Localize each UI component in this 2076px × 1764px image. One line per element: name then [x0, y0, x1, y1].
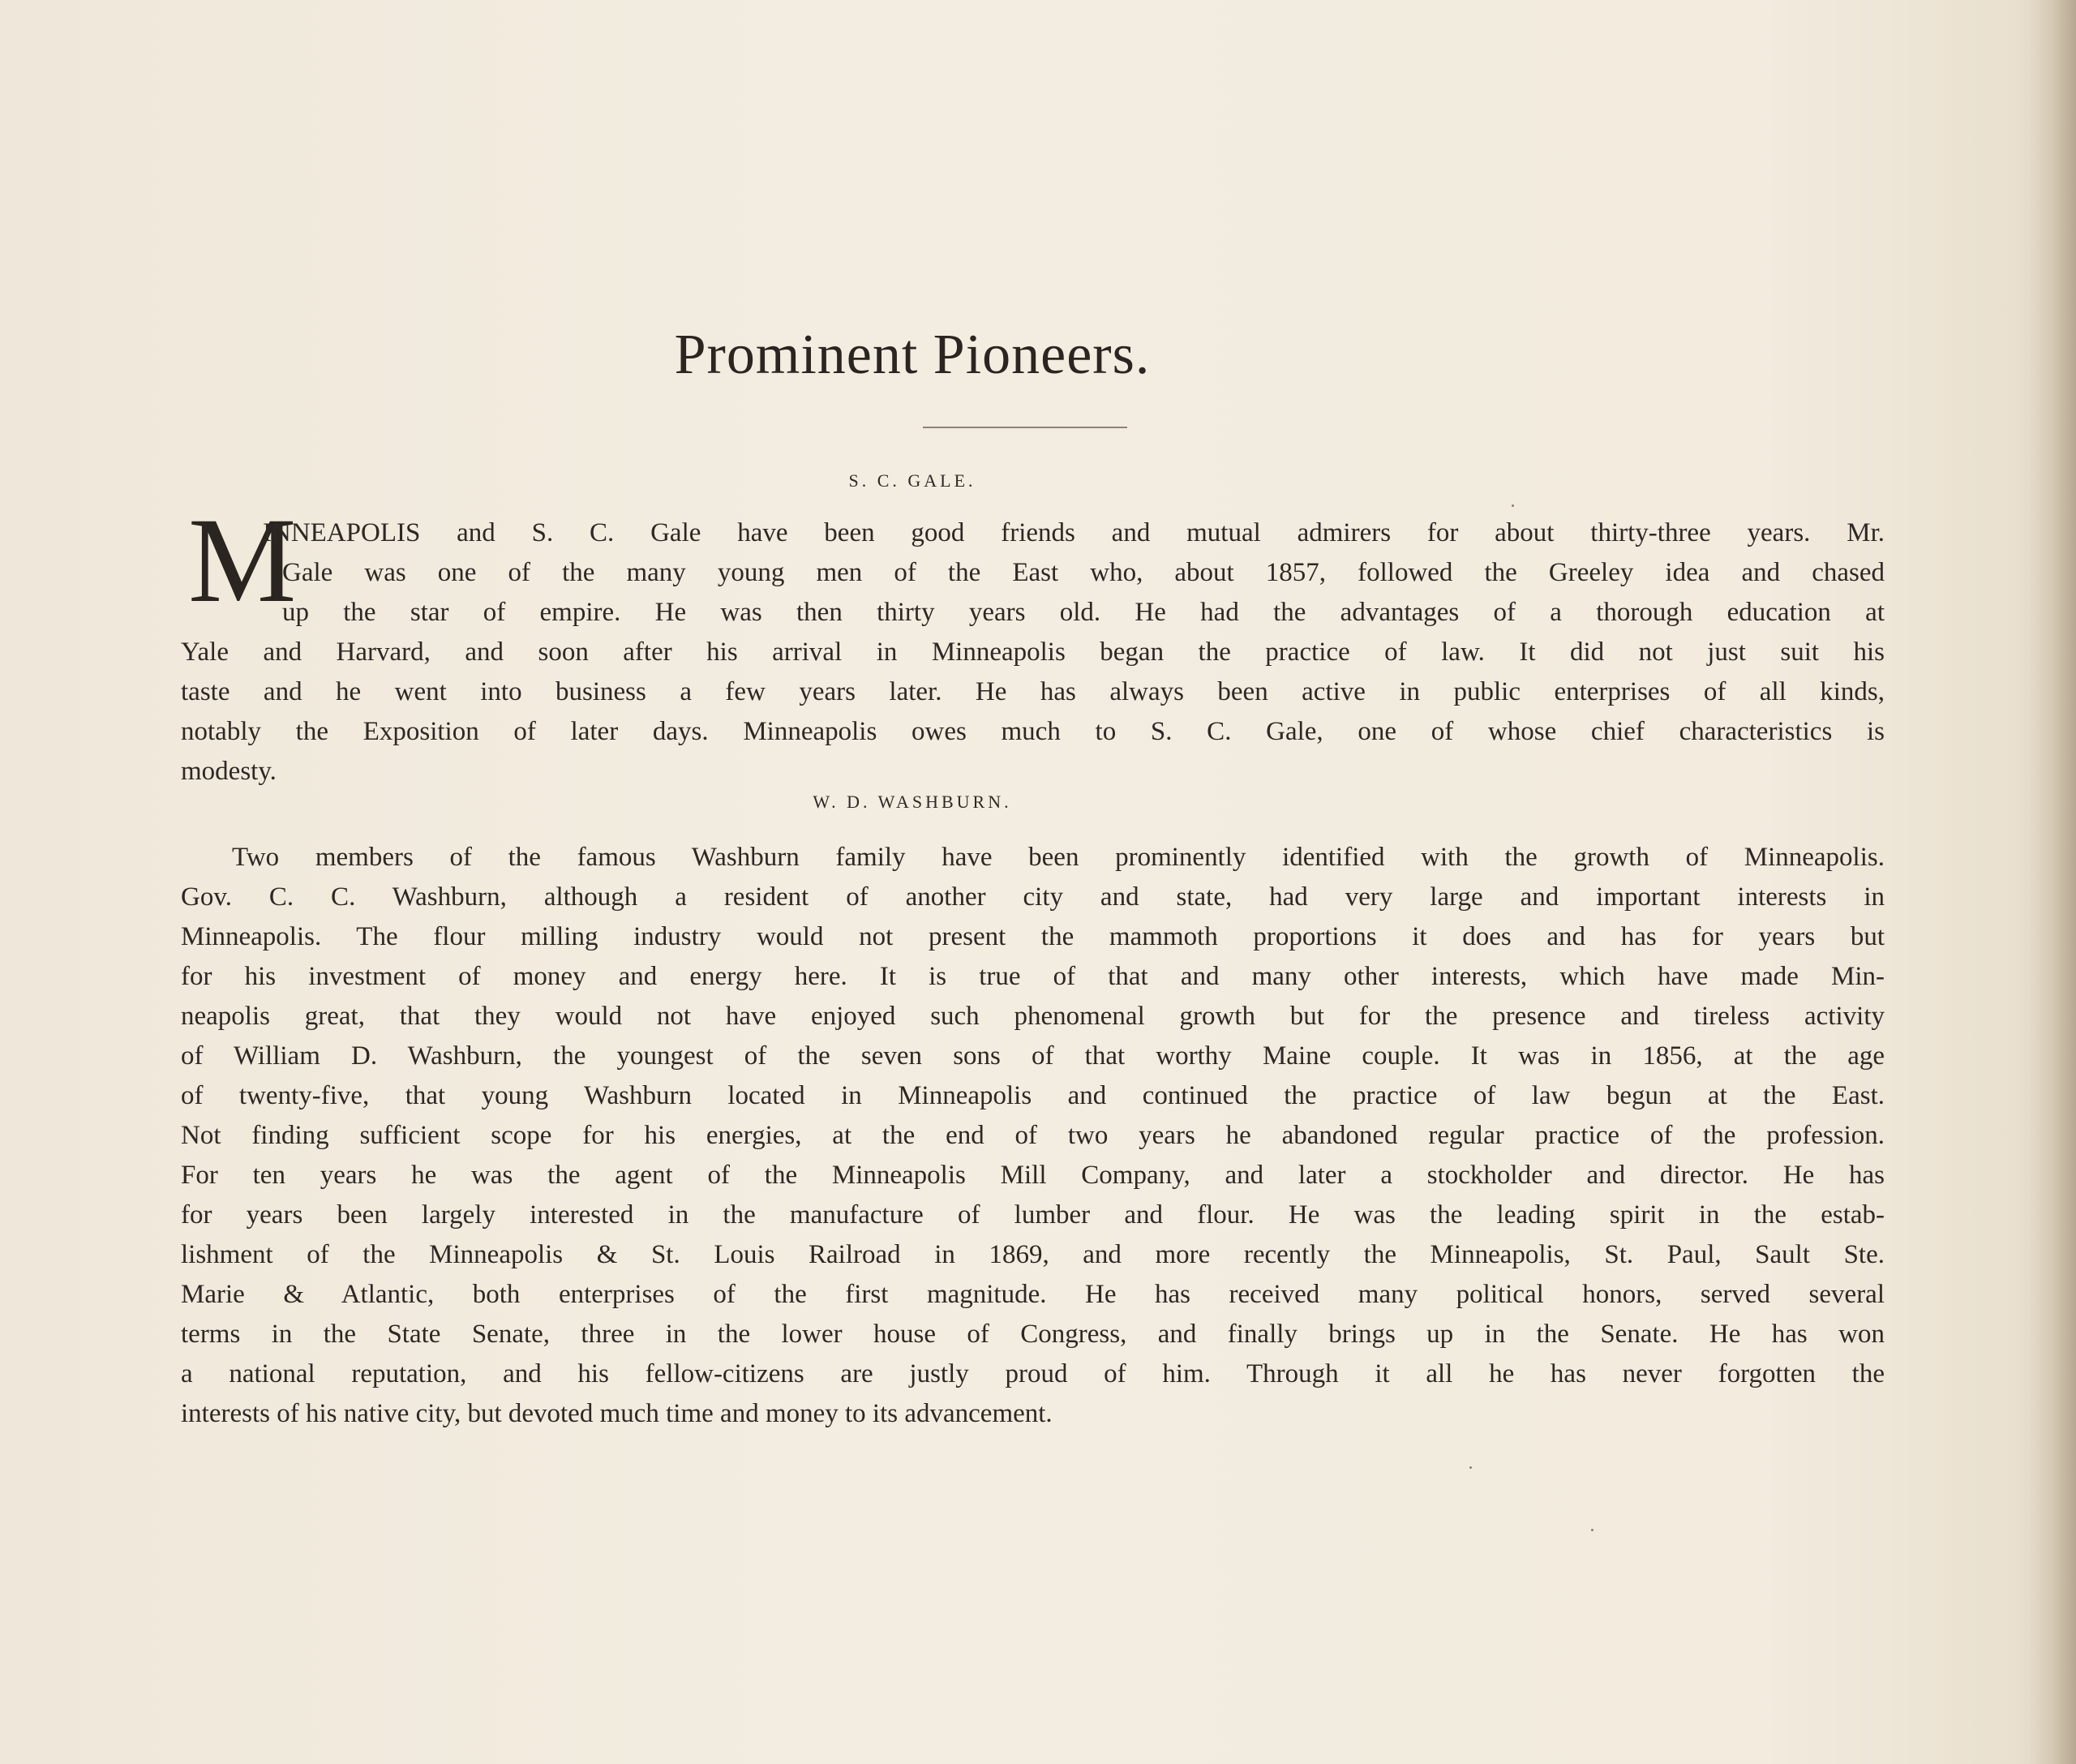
washburn-line-4: for his investment of money and energy here. It is true of that and many other interests, which have made Min- [181, 962, 1885, 991]
washburn-line-7: of twenty-five, that young Washburn located in Minneapolis and continued the practice of law begun at the East. [181, 1081, 1885, 1110]
gale-line-7: modesty. [181, 757, 277, 786]
section-heading-gale: S. C. GALE. [848, 470, 976, 491]
washburn-line-10: for years been largely interested in the manufacture of lumber and flour. He was the leading spirit in the estab- [181, 1200, 1885, 1230]
drop-cap: M [188, 493, 297, 628]
washburn-line-9: For ten years he was the agent of the Minneapolis Mill Company, and later a stockholder and director. He has [181, 1161, 1885, 1190]
paper-speck [1512, 504, 1514, 507]
page-title: Prominent Pioneers. [674, 324, 1151, 386]
washburn-line-1: Two members of the famous Washburn family have been prominently identified with the growth of Minneapolis. [232, 843, 1885, 872]
gale-line-3: up the star of empire. He was then thirty years old. He had the advantages of a thorough education at [282, 598, 1885, 627]
washburn-line-6: of William D. Washburn, the youngest of the seven sons of that worthy Maine couple. It was in 1856, at the age [181, 1041, 1885, 1071]
washburn-line-12: Marie & Atlantic, both enterprises of the first magnitude. He has received many political honors, served several [181, 1280, 1885, 1309]
washburn-line-13: terms in the State Senate, three in the lower house of Congress, and finally brings up in the Senate. He has won [181, 1320, 1885, 1349]
gale-line-4: Yale and Harvard, and soon after his arrival in Minneapolis began the practice of law. It did not just suit his [181, 637, 1885, 667]
page-edge-shadow [2029, 0, 2076, 1764]
paper-speck [1591, 1529, 1593, 1531]
section-heading-washburn: W. D. WASHBURN. [813, 792, 1012, 812]
washburn-line-11: lishment of the Minneapolis & St. Louis Railroad in 1869, and more recently the Minneapolis, St. Paul, Sault Ste. [181, 1240, 1885, 1269]
washburn-line-14: a national reputation, and his fellow-citizens are justly proud of him. Through it all he has never forgotten the [181, 1359, 1885, 1388]
washburn-line-8: Not finding sufficient scope for his energies, at the end of two years he abandoned regular practice of the profession. [181, 1121, 1885, 1150]
gale-line-5: taste and he went into business a few years later. He has always been active in public enterprises of all kinds, [181, 677, 1885, 706]
washburn-line-5: neapolis great, that they would not have enjoyed such phenomenal growth but for the presence and tireless activity [181, 1002, 1885, 1031]
gale-line-6: notably the Exposition of later days. Minneapolis owes much to S. C. Gale, one of whose chief characteristics is [181, 717, 1885, 746]
washburn-line-3: Minneapolis. The flour milling industry would not present the mammoth proportions it does and has for years but [181, 922, 1885, 951]
washburn-line-15: interests of his native city, but devoted much time and money to its advancement. [181, 1399, 1053, 1428]
title-divider [923, 427, 1127, 428]
paper-speck [1469, 1466, 1472, 1469]
gale-line-1: INNEAPOLIS and S. C. Gale have been good friends and mutual admirers for about thirty-three years. Mr. [263, 518, 1885, 547]
gale-line-2: Gale was one of the many young men of the East who, about 1857, followed the Greeley idea and chased [282, 558, 1885, 587]
washburn-line-2: Gov. C. C. Washburn, although a resident of another city and state, had very large and important interests in [181, 882, 1885, 912]
